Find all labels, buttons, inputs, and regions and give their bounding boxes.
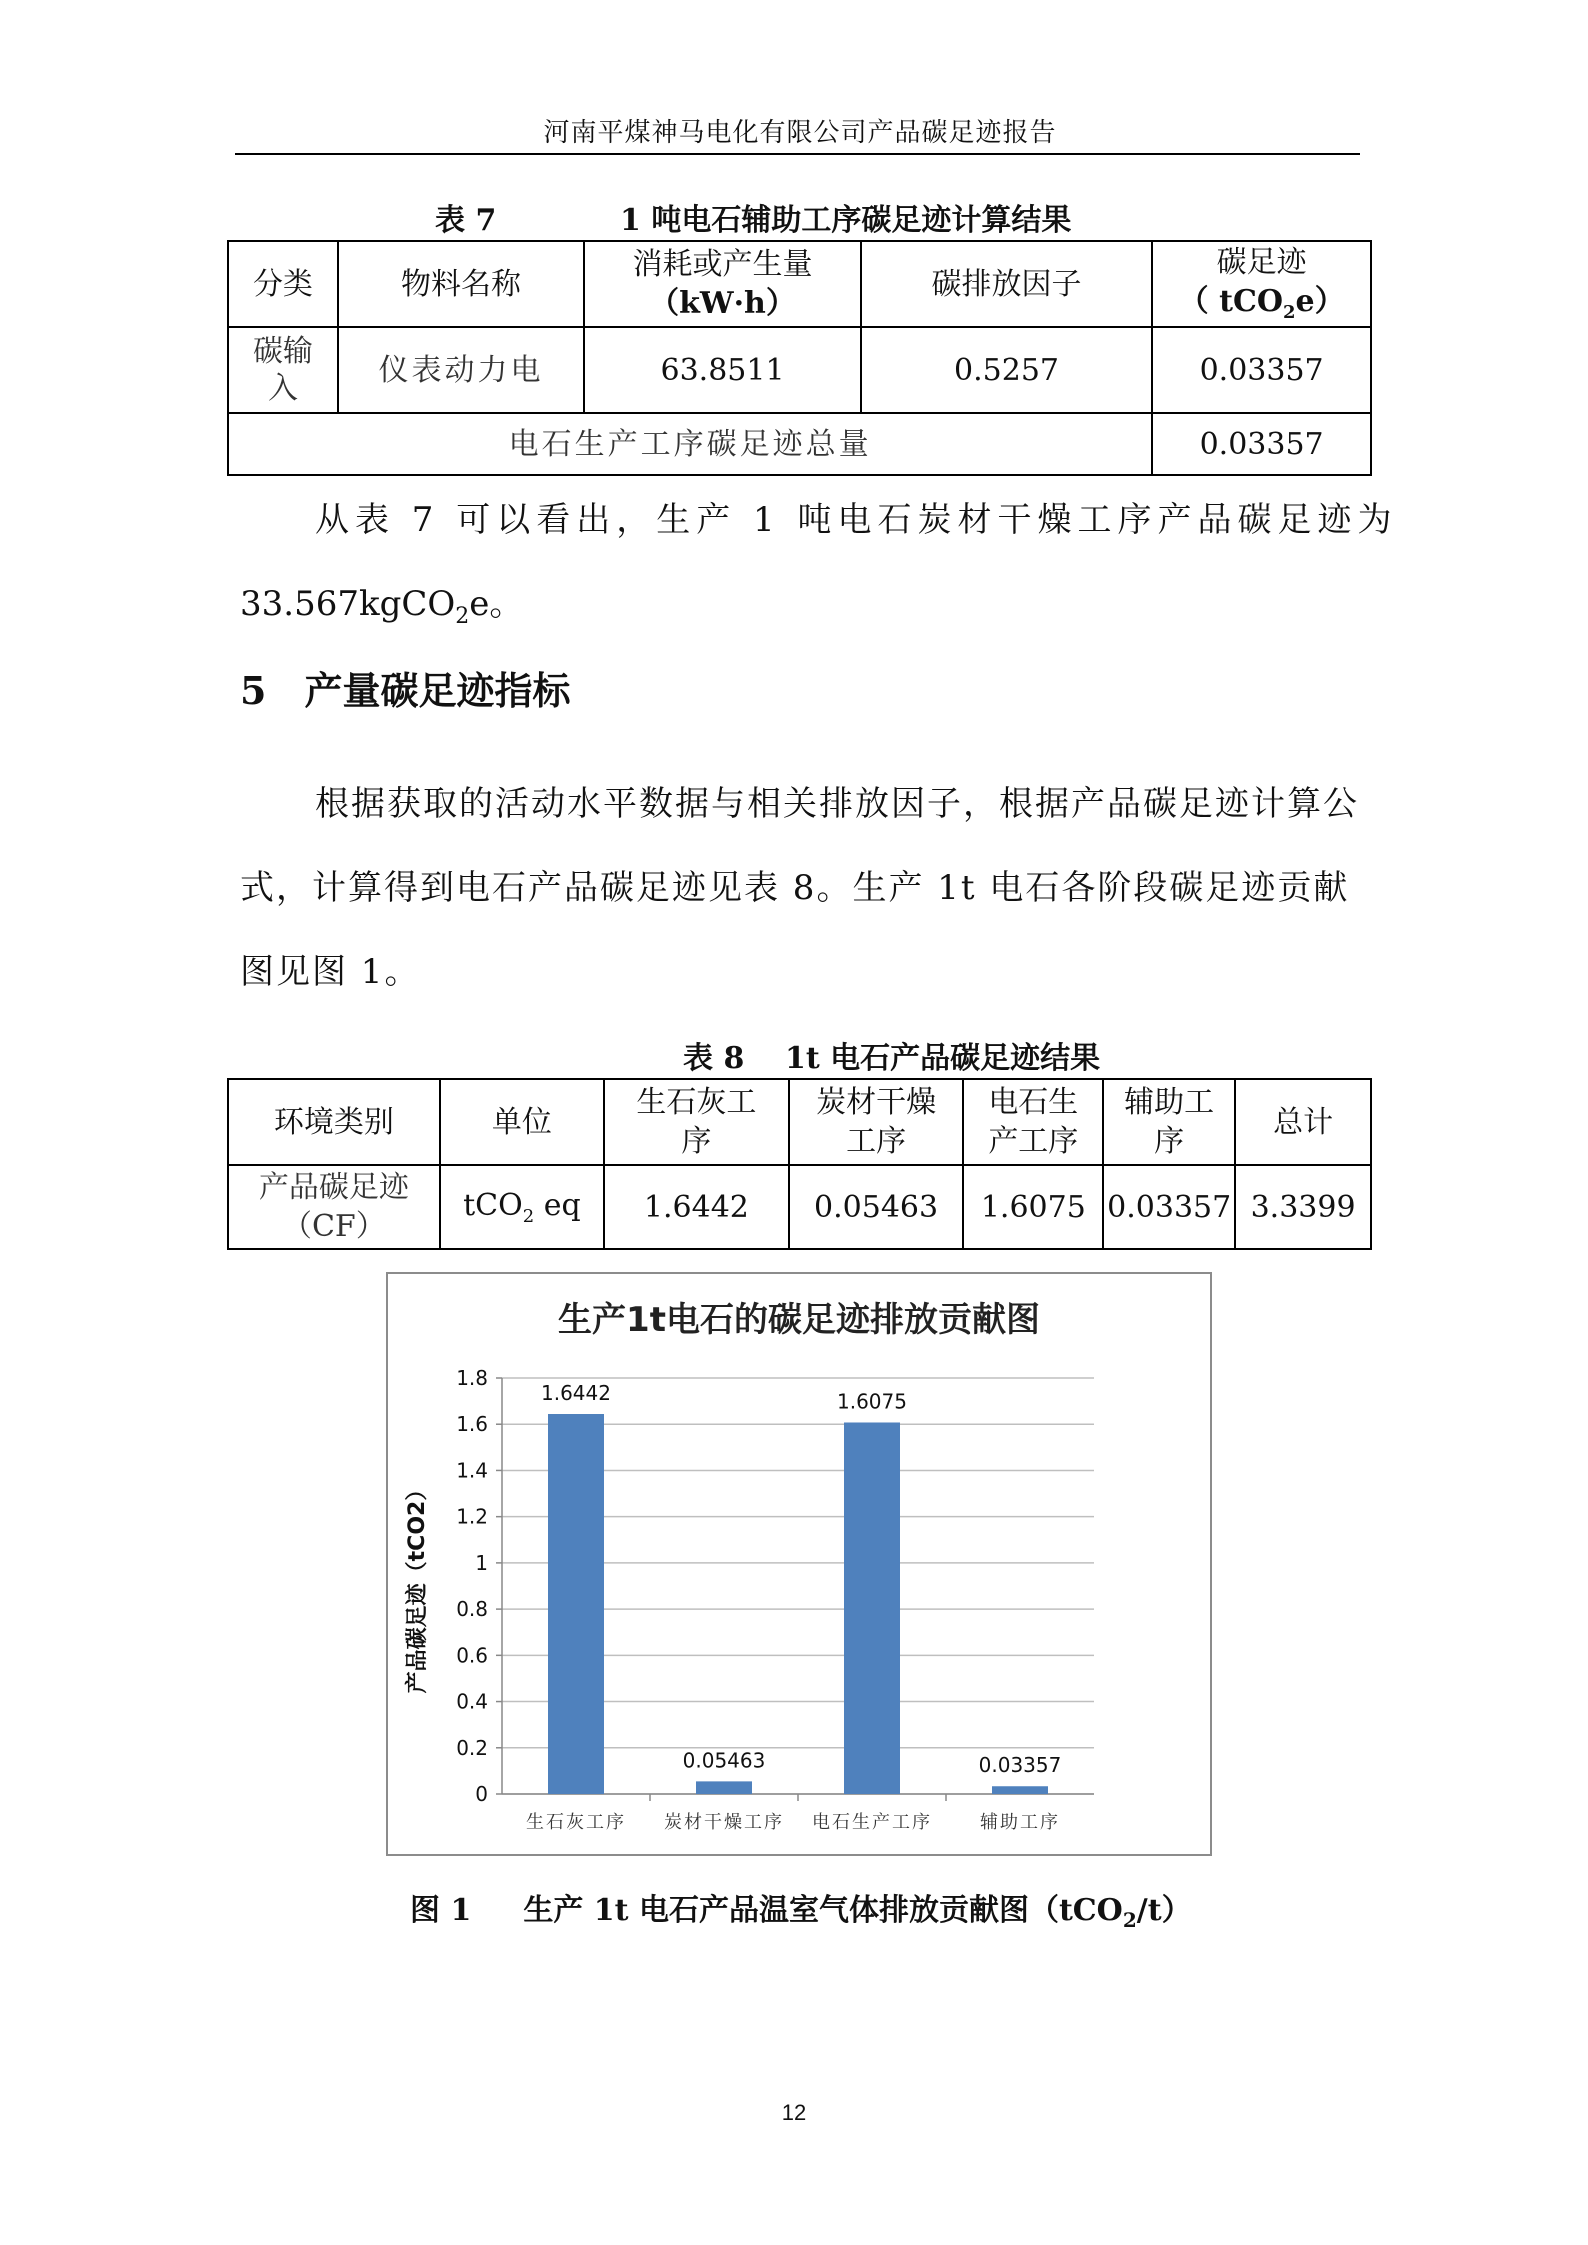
y-tick-label: 0.8 xyxy=(456,1597,488,1622)
table7-cell-amount: 63.8511 xyxy=(584,327,861,413)
table7-header-amount xyxy=(584,241,861,327)
y-tick-label: 0 xyxy=(475,1782,488,1806)
table7-cell-material: 仪表动力电 xyxy=(338,327,584,413)
bar xyxy=(696,1781,752,1794)
table7-total-value: 0.03357 xyxy=(1152,413,1371,475)
table8-header-unit: 单位 xyxy=(440,1079,604,1165)
bar xyxy=(992,1786,1048,1794)
table7-header-footprint-label: 碳足迹 xyxy=(1216,245,1307,281)
table8-caption-title: 1t 电石产品碳足迹结果 xyxy=(785,1041,1101,1076)
page-number: 12 xyxy=(781,2100,807,2125)
table8-cell-carbide-production: 1.6075 xyxy=(963,1165,1103,1249)
table8-cell-unit: tCO$_2$ eq xyxy=(440,1165,604,1249)
table7-header-category: 分类 xyxy=(228,241,338,327)
table7-caption-title: 1 吨电石辅助工序碳足迹计算结果 xyxy=(620,203,1072,238)
y-tick-label: 1.2 xyxy=(456,1504,488,1529)
data-label: 1.6442 xyxy=(541,1381,611,1406)
table-row xyxy=(228,327,1371,413)
chart-title: 生产1t电石的碳足迹排放贡献图 xyxy=(558,1300,1040,1340)
figure-caption: 图 1 生产 1t 电石产品温室气体排放贡献图（tCO$_2$/t） xyxy=(410,1893,1192,1932)
bar xyxy=(844,1422,900,1794)
x-tick-label: 炭材干燥工序 xyxy=(664,1812,784,1833)
x-tick-label: 生石灰工序 xyxy=(526,1812,626,1833)
y-axis-label: 产品碳足迹（tCO2） xyxy=(405,1478,430,1694)
y-tick-label: 1.8 xyxy=(456,1366,488,1390)
table7-header-factor: 碳排放因子 xyxy=(861,241,1152,327)
table8-cell-total: 3.3399 xyxy=(1235,1165,1371,1249)
header-rule xyxy=(235,153,1360,155)
x-tick-label: 辅助工序 xyxy=(980,1812,1060,1833)
table7 xyxy=(227,240,1372,476)
chart-svg xyxy=(388,1274,1210,1854)
table8 xyxy=(227,1078,1372,1250)
data-label: 0.03357 xyxy=(978,1753,1062,1778)
table-row xyxy=(228,413,1371,475)
paragraph-line: 从表 7 可以看出，生产 1 吨电石炭材干燥工序产品碳足迹为 xyxy=(315,500,1398,540)
table8-header-total: 总计 xyxy=(1235,1079,1371,1165)
table8-cell-carbon-drying: 0.05463 xyxy=(789,1165,964,1249)
y-tick-label: 1 xyxy=(475,1550,488,1575)
table8-header-quicklime: 生石灰工序 xyxy=(604,1079,789,1165)
table7-header-footprint-unit: （ tCO$_2$e） xyxy=(1178,284,1345,324)
table8-header-carbide-production: 电石生产工序 xyxy=(963,1079,1103,1165)
table7-total-label: 电石生产工序碳足迹总量 xyxy=(228,413,1152,475)
running-header: 河南平煤神马电化有限公司产品碳足迹报告 xyxy=(543,118,1057,148)
section-heading: 5 产量碳足迹指标 xyxy=(240,668,571,713)
bar-chart xyxy=(386,1272,1212,1856)
bar xyxy=(548,1414,604,1794)
table7-header-footprint xyxy=(1152,241,1371,327)
y-tick-label: 0.4 xyxy=(456,1689,488,1714)
table8-header-auxiliary: 辅助工序 xyxy=(1103,1079,1235,1165)
data-label: 1.6075 xyxy=(837,1389,907,1414)
table8-header-carbon-drying: 炭材干燥工序 xyxy=(789,1079,964,1165)
table7-cell-category: 碳输入 xyxy=(228,327,338,413)
table8-caption-number: 表 8 xyxy=(683,1041,745,1076)
table7-header-amount-label: 消耗或产生量 xyxy=(632,247,813,282)
table8-cell-category: 产品碳足迹（CF） xyxy=(228,1165,440,1249)
table8-cell-quicklime: 1.6442 xyxy=(604,1165,789,1249)
paragraph: 根据获取的活动水平数据与相关排放因子，根据产品碳足迹计算公式，计算得到电石产品碳足迹见表 8。生产 1t 电石各阶段碳足迹贡献图见图 1。 xyxy=(240,784,1359,992)
y-tick-label: 1.4 xyxy=(456,1458,488,1483)
table7-header-material: 物料名称 xyxy=(338,241,584,327)
table8-cell-auxiliary: 0.03357 xyxy=(1103,1165,1235,1249)
paragraph-line: 33.567kgCO$_2$e。 xyxy=(240,584,524,629)
table7-cell-footprint: 0.03357 xyxy=(1152,327,1371,413)
table7-caption-number: 表 7 xyxy=(435,203,497,238)
y-tick-label: 0.2 xyxy=(456,1735,488,1760)
table8-header-category: 环境类别 xyxy=(228,1079,440,1165)
y-tick-label: 1.6 xyxy=(456,1412,488,1437)
y-tick-label: 0.6 xyxy=(456,1643,488,1668)
data-label: 0.05463 xyxy=(682,1748,766,1773)
table7-header-amount-unit: （kW·h） xyxy=(649,286,796,321)
table7-cell-factor: 0.5257 xyxy=(861,327,1152,413)
table-row xyxy=(228,1165,1371,1249)
x-tick-label: 电石生产工序 xyxy=(812,1812,932,1833)
